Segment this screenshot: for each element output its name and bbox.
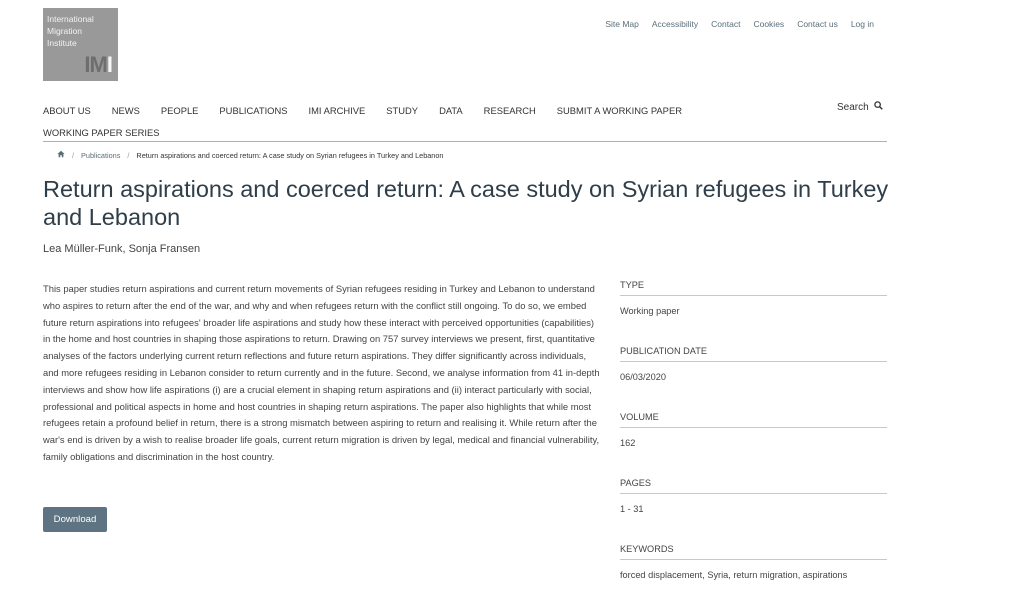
meta-value: 1 - 31	[620, 504, 644, 514]
meta-type	[620, 280, 887, 316]
meta-label: PUBLICATION DATE	[620, 346, 887, 362]
topnav-accessibility[interactable]: Accessibility	[651, 19, 699, 29]
topnav-contact-us[interactable]: Contact us	[797, 19, 838, 29]
search-toggle[interactable]	[837, 101, 883, 113]
nav-working-paper-series[interactable]: WORKING PAPER SERIES	[43, 126, 160, 138]
logo-mark-right: I	[106, 52, 112, 77]
breadcrumb	[57, 150, 444, 160]
meta-volume	[620, 412, 887, 448]
meta-value: forced displacement, Syria, return migration, aspirations	[620, 570, 848, 580]
utility-nav	[605, 19, 874, 29]
abstract: This paper studies return aspirations and current return movements of Syrian refugees residing in Turkey and Lebanon to understand who aspires to return after the end of the war, and why and when refugees return with the conflict still ongoing. To do so, we embed future return aspirations into refugees' broader life aspirations and study how these interact with perceived opportunities (capabilities) in the home and host countries in shaping those aspirations to return. Drawing on 757 survey interviews we present, first, quantitative analyses of the factors underlying current return reflections and future return aspirations. They differ significantly across individuals, and more refugees residing in Lebanon consider to return currently and in the future. Second, we analyse information from 41 in-depth interviews and show how life aspirations (i) are a crucial element in shaping return aspirations and (ii) interact particularly with social, professional and political aspects in home and host countries in shaping return aspirations. The paper also highlights that while most refugees retain a profound belief in return, there is a strong mismatch between aspiring to return and realising it. While return after the war's end is driven by a wish to realise broader life goals, current return migration is driven by legal, medical and financial vulnerability, family obligations and discrimination in the host country.	[43, 283, 600, 462]
nav-submit-working-paper[interactable]: SUBMIT A WORKING PAPER	[556, 104, 682, 116]
meta-label: KEYWORDS	[620, 544, 887, 560]
search-icon	[874, 101, 883, 113]
breadcrumb-separator: /	[127, 150, 130, 160]
nav-news[interactable]: NEWS	[111, 104, 140, 116]
nav-divider	[43, 141, 887, 142]
topnav-log-in[interactable]: Log in	[850, 19, 874, 29]
nav-publications[interactable]: PUBLICATIONS	[219, 104, 288, 116]
nav-about-us[interactable]: ABOUT US	[43, 104, 91, 116]
nav-data[interactable]: DATA	[439, 104, 463, 116]
nav-imi-archive[interactable]: IMI ARCHIVE	[308, 104, 366, 116]
main-nav	[43, 99, 682, 143]
topnav-site-map[interactable]: Site Map	[605, 19, 639, 29]
meta-keywords	[620, 544, 887, 580]
main-nav-row	[43, 121, 682, 143]
home-icon[interactable]	[57, 150, 65, 160]
logo-mark	[84, 52, 112, 78]
logo-text: International Migration Institute	[47, 14, 94, 48]
topnav-contact[interactable]: Contact	[711, 19, 741, 29]
meta-pages	[620, 478, 887, 514]
nav-people[interactable]: PEOPLE	[160, 104, 199, 116]
download-button[interactable]: Download	[43, 507, 107, 532]
breadcrumb-current: Return aspirations and coerced return: A case study on Syrian refugees in Turkey and Lebanon	[136, 150, 444, 160]
breadcrumb-separator: /	[72, 150, 75, 160]
nav-study[interactable]: STUDY	[386, 104, 419, 116]
search-label: Search	[837, 101, 869, 113]
site-logo[interactable]	[43, 8, 118, 81]
meta-label: PAGES	[620, 478, 887, 494]
nav-research[interactable]: RESEARCH	[483, 104, 536, 116]
meta-publication-date	[620, 346, 887, 382]
page-title: Return aspirations and coerced return: A case study on Syrian refugees in Turkey and Lebanon	[43, 176, 889, 230]
meta-value: 06/03/2020	[620, 372, 666, 382]
breadcrumb-publications[interactable]: Publications	[81, 150, 121, 160]
logo-mark-left: IM	[84, 52, 107, 77]
topnav-cookies[interactable]: Cookies	[753, 19, 785, 29]
meta-value: Working paper	[620, 306, 680, 316]
meta-value: 162	[620, 438, 636, 448]
meta-label: VOLUME	[620, 412, 887, 428]
authors: Lea Müller-Funk, Sonja Fransen	[43, 243, 201, 255]
meta-label: TYPE	[620, 280, 887, 296]
main-nav-row	[43, 99, 682, 121]
